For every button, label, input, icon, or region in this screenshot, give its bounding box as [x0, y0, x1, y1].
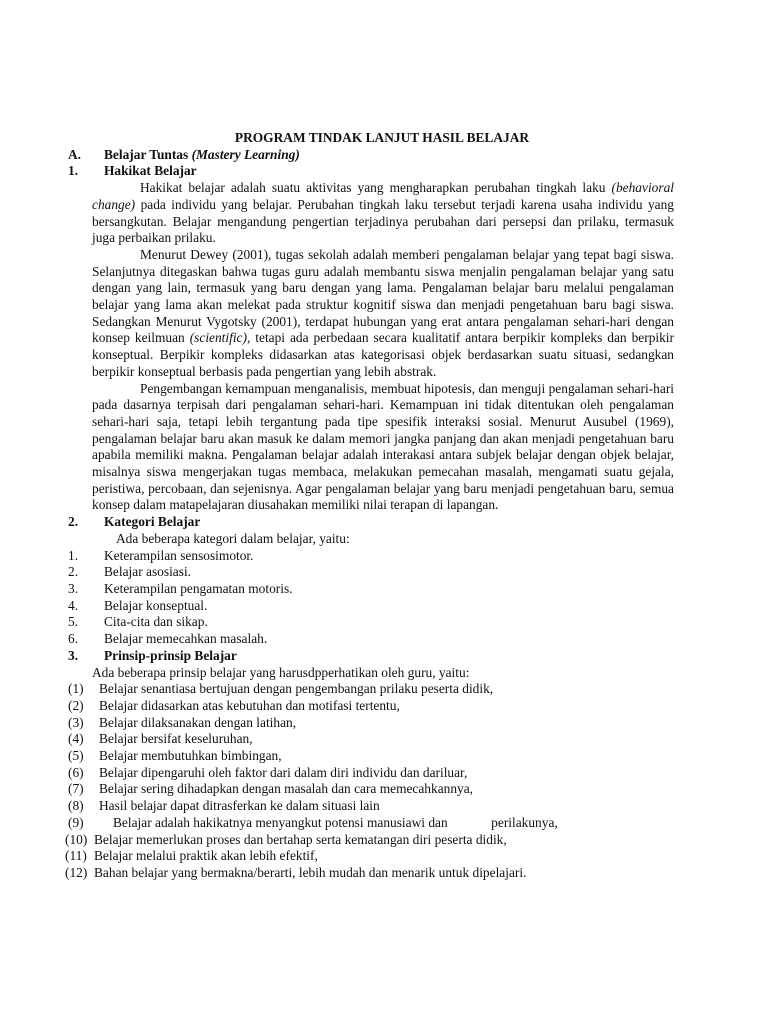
list-item: 2. Belajar asosiasi.: [68, 564, 192, 580]
list-item: (3) Belajar dilaksanakan dengan latihan,: [68, 714, 297, 730]
list-item: 5. Cita-cita dan sikap.: [68, 614, 208, 630]
section-a-number: A.: [68, 146, 82, 162]
heading-label: Hakikat Belajar: [104, 163, 197, 179]
kategori-list: [68, 548, 674, 648]
section-a-label: Belajar Tuntas (Mastery Learning): [104, 146, 300, 162]
heading-kategori-belajar: [68, 514, 674, 531]
list-item: (12) Bahan belajar yang bermakna/berarti, lebih mudah dan menarik untuk dipelajari.: [65, 864, 527, 880]
list-item: (1) Belajar senantiasa bertujuan dengan pengembangan prilaku peserta didik,: [68, 681, 494, 697]
list-item: 6. Belajar memecahkan masalah.: [68, 631, 268, 647]
list-item: 4. Belajar konseptual.: [68, 597, 208, 613]
prinsip-list: [65, 681, 674, 881]
list-item: (10) Belajar memerlukan proses dan bertahap serta kematangan diri peserta didik,: [65, 831, 507, 847]
heading-hakikat-belajar: [68, 163, 674, 180]
list-item: (9) Belajar adalah hakikatnya menyangkut potensi manusiawi dan perilakunya,: [68, 814, 558, 830]
list-item: (7) Belajar sering dihadapkan dengan masalah dan cara memecahkannya,: [68, 781, 474, 797]
list-item: (5) Belajar membutuhkan bimbingan,: [68, 748, 282, 764]
heading-number: 2.: [68, 514, 79, 530]
heading-number: 3.: [68, 647, 79, 663]
heading-label: Kategori Belajar: [104, 514, 201, 530]
list-item: (8) Hasil belajar dapat ditrasferkan ke dalam situasi lain: [68, 798, 380, 814]
paragraph-pengembangan: Pengembangan kemampuan menganalisis, membuat hipotesis, dan menguji pengalaman sehari-hari pada dasarnya terpisah dari pengalaman sehari-hari. Kemampuan ini tidak ditentukan oleh pengalaman sehari-hari saja, tetapi lebih tergantung pada tipe spesifik interaksi sosial. Menurut Ausubel (1969), pengalaman belajar baru akan masuk ke dalam memori jangka panjang dan akan menjadi pengetahuan baru apabila memiliki makna. Pengalaman belajar adalah interakasi antara subjek belajar dengan objek belajar, misalnya siswa mengerjakan tugas membaca, melakukan pemecahan masalah, mengamati suatu gejala, peristiwa, percobaan, dan sejenisnya. Agar pengalaman belajar yang baru menjadi pengetahuan baru, semua konsep dalam matapelajaran diusahakan memiliki nilai terapan di lapangan.: [92, 380, 674, 513]
list-item: 3. Keterampilan pengamatan motoris.: [68, 580, 293, 596]
list-item: 1. Keterampilan sensosimotor.: [68, 547, 254, 563]
list-item: (2) Belajar didasarkan atas kebutuhan dan motifasi tertentu,: [68, 697, 400, 713]
document-body: [65, 130, 674, 882]
list-item: (6) Belajar dipengaruhi oleh faktor dari dalam diri individu dan dariluar,: [68, 764, 468, 780]
heading-label: Prinsip-prinsip Belajar: [104, 647, 237, 663]
paragraph-hakikat: Hakikat belajar adalah suatu aktivitas yang mengharapkan perubahan tingkah laku (behavioral change) pada individu yang belajar. Perubahan tingkah laku tersebut terjadi karena usaha individu yang bersangkutan. Belajar mengandung pengertian terjadinya perubahan dari persepsi dan prilaku, termasuk juga perbaikan prilaku.: [92, 180, 674, 246]
paragraph-dewey: Menurut Dewey (2001), tugas sekolah adalah memberi pengalaman belajar yang tepat bagi siswa. Selanjutnya ditegaskan bahwa tugas guru adalah membantu siswa menjalin pengalaman belajar yang satu dengan yang lain, termasuk yang baru dengan yang lama. Pengalaman belajar baru melalui pengalaman belajar yang lama akan melekat pada struktur kognitif siswa dan menjadi pengetahuan baru bagi siswa. Sedangkan Menurut Vygotsky (2001), terdapat hubungan yang erat antara pengalaman sehari-hari dengan konsep keilmuan (scientific), tetapi ada perbedaan secara kualitatif antara berpikir kompleks dan berpikir konseptual. Berpikir kompleks didasarkan atas kategorisasi objek berdasarkan suatu situasi, sedangkan berpikir konseptual berbasis pada pengertian yang lebih abstrak.: [92, 246, 674, 379]
prinsip-intro: Ada beberapa prinsip belajar yang harusdpperhatikan oleh guru, yaitu:: [92, 664, 470, 680]
list-item: (11) Belajar melalui praktik akan lebih efektif,: [65, 848, 318, 864]
list-item: (4) Belajar bersifat keseluruhan,: [68, 731, 253, 747]
heading-number: 1.: [68, 163, 79, 179]
kategori-intro: Ada beberapa kategori dalam belajar, yaitu:: [116, 530, 350, 546]
section-a-heading: [68, 147, 674, 164]
page-title: PROGRAM TINDAK LANJUT HASIL BELAJAR: [234, 130, 530, 145]
heading-prinsip-belajar: [68, 648, 674, 665]
